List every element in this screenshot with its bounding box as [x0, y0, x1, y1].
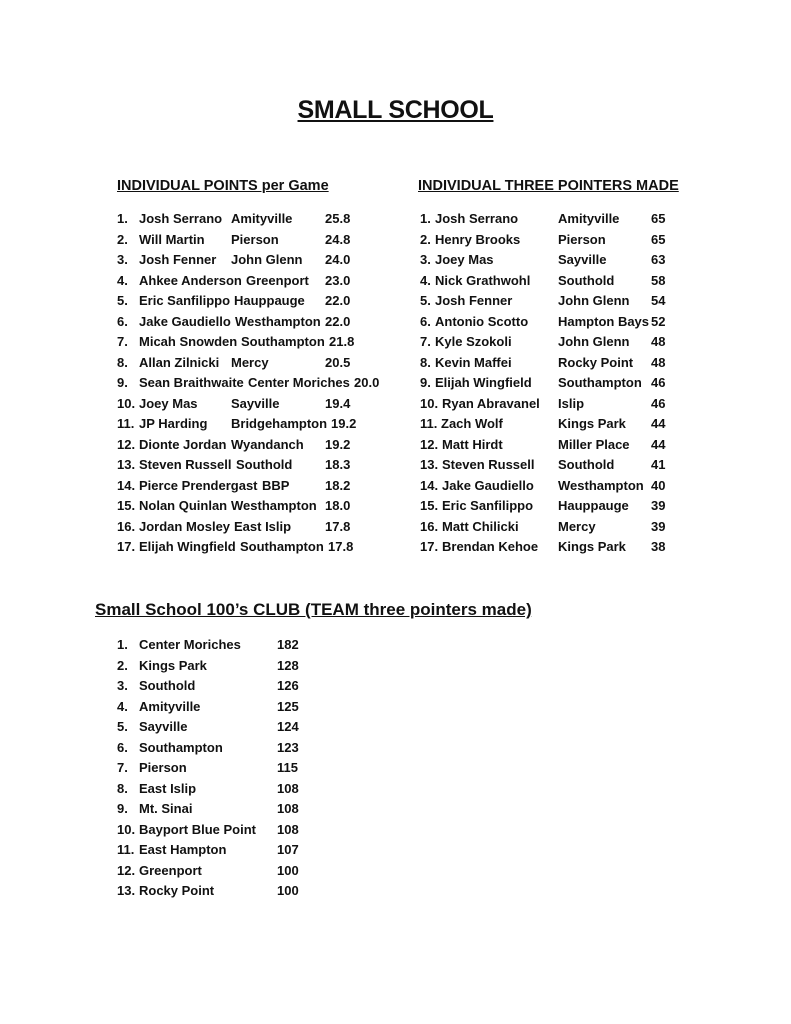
points-value: 20.0	[354, 375, 380, 390]
points-row	[117, 271, 407, 292]
rank: 11.	[420, 416, 438, 431]
school-name: Hauppauge	[234, 293, 305, 308]
rank: 2.	[117, 231, 128, 247]
school-name: Westhampton	[235, 313, 321, 329]
threes-value: 63	[651, 252, 666, 267]
rank: 3.	[117, 678, 128, 693]
threes-row	[420, 312, 690, 333]
rank: 9.	[117, 375, 128, 390]
threes-row	[420, 373, 690, 394]
rank: 3.	[117, 252, 128, 267]
school-name: Southold	[558, 272, 615, 288]
school-name: East Islip	[234, 518, 292, 534]
club-row	[117, 861, 317, 882]
rank: 7.	[117, 760, 128, 775]
points-value: 18.0	[325, 498, 351, 513]
rank: 14.	[117, 477, 136, 493]
team-name: Pierson	[139, 760, 187, 775]
player-name: Elijah Wingfield	[139, 539, 236, 554]
school-name: Southampton	[558, 375, 642, 390]
team-name: Center Moriches	[139, 637, 241, 652]
threes-total: 100	[277, 883, 299, 898]
club-row	[117, 799, 317, 820]
points-row	[117, 455, 407, 476]
threes-row	[420, 291, 690, 312]
threes-total: 124	[277, 719, 299, 734]
rank: 17.	[420, 539, 439, 554]
player-name: Josh Serrano	[139, 211, 223, 226]
rank: 16.	[420, 518, 439, 534]
threes-total: 108	[277, 821, 299, 837]
school-name: Kings Park	[558, 416, 626, 431]
club-row	[117, 656, 317, 677]
team-name: Sayville	[139, 719, 188, 734]
team-name: Southold	[139, 678, 196, 693]
school-name: John Glenn	[558, 293, 630, 308]
points-value: 18.3	[325, 457, 351, 472]
threes-row	[420, 414, 690, 435]
threes-value: 52	[651, 313, 666, 329]
team-name: Greenport	[139, 862, 202, 878]
player-name: Will Martin	[139, 231, 205, 247]
threes-row	[420, 353, 690, 374]
points-value: 24.0	[325, 252, 351, 267]
team-name: East Islip	[139, 780, 197, 796]
threes-row	[420, 250, 690, 271]
rank: 8.	[117, 780, 128, 796]
rank: 5.	[117, 719, 128, 734]
player-name: Nick Grathwohl	[435, 272, 531, 288]
rank: 13.	[420, 457, 439, 472]
rank: 10.	[117, 821, 136, 837]
points-row	[117, 209, 407, 230]
club-row	[117, 697, 317, 718]
rank: 9.	[117, 801, 128, 816]
school-name: Wyandanch	[231, 436, 304, 452]
threes-heading: INDIVIDUAL THREE POINTERS MADE	[418, 178, 679, 194]
threes-value: 38	[651, 539, 666, 554]
school-name: Amityville	[558, 211, 620, 226]
rank: 10.	[117, 395, 136, 411]
threes-value: 46	[651, 375, 666, 390]
club-row	[117, 635, 317, 656]
points-value: 17.8	[328, 539, 354, 554]
points-row	[117, 517, 407, 538]
club-row	[117, 758, 317, 779]
points-list	[117, 209, 407, 558]
player-name: Matt Hirdt	[442, 436, 503, 452]
school-name: Mercy	[558, 518, 596, 534]
rank: 7.	[420, 334, 431, 349]
player-name: Antonio Scotto	[435, 313, 529, 329]
player-name: Sean Braithwaite	[139, 375, 244, 390]
threes-total: 123	[277, 739, 299, 755]
points-row	[117, 476, 407, 497]
threes-value: 48	[651, 334, 666, 349]
school-name: Rocky Point	[558, 354, 634, 370]
player-name: Joey Mas	[139, 395, 198, 411]
points-row	[117, 312, 407, 333]
points-value: 20.5	[325, 354, 351, 370]
rank: 4.	[420, 272, 431, 288]
threes-value: 54	[651, 293, 666, 308]
school-name: Westhampton	[231, 498, 317, 513]
rank: 4.	[117, 272, 128, 288]
school-name: Mercy	[231, 354, 269, 370]
school-name: Islip	[558, 395, 585, 411]
rank: 16.	[117, 518, 136, 534]
rank: 2.	[420, 231, 431, 247]
points-row	[117, 394, 407, 415]
rank: 8.	[117, 354, 128, 370]
club-row	[117, 717, 317, 738]
player-name: Elijah Wingfield	[435, 375, 532, 390]
points-value: 21.8	[329, 334, 355, 349]
points-row	[117, 373, 407, 394]
rank: 10.	[420, 395, 439, 411]
threes-row	[420, 496, 690, 517]
team-name: Mt. Sinai	[139, 801, 193, 816]
threes-value: 39	[651, 498, 666, 513]
player-name: Josh Fenner	[435, 293, 513, 308]
threes-row	[420, 517, 690, 538]
rank: 13.	[117, 457, 136, 472]
rank: 15.	[117, 498, 136, 513]
rank: 2.	[117, 657, 128, 673]
points-row	[117, 435, 407, 456]
school-name: Center Moriches	[248, 375, 350, 390]
rank: 11.	[117, 416, 135, 431]
threes-row	[420, 455, 690, 476]
threes-value: 65	[651, 211, 666, 226]
school-name: Southampton	[241, 334, 325, 349]
points-heading: INDIVIDUAL POINTS per Game	[117, 178, 329, 194]
threes-row	[420, 537, 690, 558]
player-name: Eric Sanfilippo	[442, 498, 534, 513]
player-name: Henry Brooks	[435, 231, 521, 247]
club-heading: Small School 100’s CLUB (TEAM three pointers made)	[95, 600, 532, 619]
rank: 1.	[117, 637, 128, 652]
club-list	[117, 635, 317, 902]
team-name: East Hampton	[139, 842, 227, 857]
school-name: Kings Park	[558, 539, 626, 554]
threes-value: 44	[651, 436, 666, 452]
points-row	[117, 250, 407, 271]
points-value: 17.8	[325, 518, 351, 534]
player-name: Pierce Prendergast	[139, 477, 258, 493]
team-name: Bayport Blue Point	[139, 821, 257, 837]
player-name: Jake Gaudiello	[442, 477, 534, 493]
rank: 12.	[117, 862, 136, 878]
player-name: JP Harding	[139, 416, 208, 431]
player-name: Allan Zilnicki	[139, 354, 220, 370]
club-row	[117, 779, 317, 800]
rank: 3.	[420, 252, 431, 267]
school-name: Sayville	[231, 395, 280, 411]
threes-value: 65	[651, 231, 666, 247]
school-name: Southold	[558, 457, 615, 472]
points-value: 19.4	[325, 395, 351, 411]
threes-value: 58	[651, 272, 666, 288]
school-name: Pierson	[558, 231, 606, 247]
player-name: Steven Russell	[442, 457, 535, 472]
player-name: Ryan Abravanel	[442, 395, 540, 411]
points-value: 18.2	[325, 477, 351, 493]
rank: 12.	[117, 436, 136, 452]
school-name: John Glenn	[558, 334, 630, 349]
points-row	[117, 332, 407, 353]
school-name: John Glenn	[231, 252, 303, 267]
school-name: Westhampton	[558, 477, 644, 493]
club-row	[117, 738, 317, 759]
threes-row	[420, 230, 690, 251]
threes-list	[420, 209, 690, 558]
school-name: Pierson	[231, 231, 279, 247]
club-row	[117, 881, 317, 902]
threes-total: 108	[277, 801, 299, 816]
threes-total: 107	[277, 842, 299, 857]
threes-total: 108	[277, 780, 299, 796]
player-name: Brendan Kehoe	[442, 539, 539, 554]
threes-value: 39	[651, 518, 666, 534]
threes-total: 100	[277, 862, 299, 878]
threes-row	[420, 332, 690, 353]
threes-row	[420, 476, 690, 497]
points-value: 19.2	[331, 416, 357, 431]
player-name: Ahkee Anderson	[139, 272, 242, 288]
points-value: 24.8	[325, 231, 351, 247]
player-name: Kevin Maffei	[435, 354, 512, 370]
threes-row	[420, 435, 690, 456]
rank: 12.	[420, 436, 439, 452]
points-row	[117, 230, 407, 251]
player-name: Matt Chilicki	[442, 518, 519, 534]
player-name: Joey Mas	[435, 252, 494, 267]
rank: 6.	[117, 313, 128, 329]
points-value: 19.2	[325, 436, 351, 452]
team-name: Amityville	[139, 698, 201, 714]
club-row	[117, 676, 317, 697]
player-name: Kyle Szokoli	[435, 334, 512, 349]
school-name: Amityville	[231, 211, 293, 226]
rank: 11.	[117, 842, 135, 857]
threes-value: 46	[651, 395, 666, 411]
points-row	[117, 496, 407, 517]
threes-total: 182	[277, 637, 299, 652]
player-name: Steven Russell	[139, 457, 232, 472]
rank: 15.	[420, 498, 439, 513]
team-name: Rocky Point	[139, 883, 215, 898]
points-value: 22.0	[325, 313, 351, 329]
school-name: Hampton Bays	[558, 313, 650, 329]
school-name: Greenport	[246, 272, 309, 288]
player-name: Nolan Quinlan	[139, 498, 228, 513]
rank: 6.	[420, 313, 431, 329]
threes-value: 40	[651, 477, 666, 493]
team-name: Southampton	[139, 739, 223, 755]
club-row	[117, 820, 317, 841]
club-row	[117, 840, 317, 861]
points-row	[117, 291, 407, 312]
threes-total: 128	[277, 657, 299, 673]
school-name: Miller Place	[558, 436, 630, 452]
school-name: Bridgehampton	[231, 416, 328, 431]
rank: 9.	[420, 375, 431, 390]
player-name: Eric Sanfilippo	[139, 293, 231, 308]
threes-value: 44	[651, 416, 666, 431]
points-row	[117, 353, 407, 374]
rank: 6.	[117, 739, 128, 755]
rank: 1.	[420, 211, 431, 226]
rank: 13.	[117, 883, 136, 898]
rank: 4.	[117, 698, 128, 714]
threes-total: 125	[277, 698, 299, 714]
player-name: Zach Wolf	[441, 416, 503, 431]
threes-row	[420, 209, 690, 230]
points-value: 23.0	[325, 272, 351, 288]
rank: 8.	[420, 354, 431, 370]
school-name: Sayville	[558, 252, 607, 267]
school-name: Hauppauge	[558, 498, 629, 513]
player-name: Josh Fenner	[139, 252, 217, 267]
rank: 14.	[420, 477, 439, 493]
threes-total: 115	[277, 760, 298, 775]
player-name: Dionte Jordan	[139, 436, 227, 452]
rank: 17.	[117, 539, 136, 554]
player-name: Jordan Mosley	[139, 518, 231, 534]
threes-row	[420, 271, 690, 292]
rank: 7.	[117, 334, 128, 349]
rank: 1.	[117, 211, 128, 226]
team-name: Kings Park	[139, 657, 207, 673]
rank: 5.	[117, 293, 128, 308]
points-value: 22.0	[325, 293, 351, 308]
points-value: 25.8	[325, 211, 351, 226]
player-name: Jake Gaudiello	[139, 313, 231, 329]
player-name: Micah Snowden	[139, 334, 238, 349]
school-name: BBP	[262, 477, 290, 493]
threes-row	[420, 394, 690, 415]
points-row	[117, 537, 407, 558]
threes-value: 41	[651, 457, 666, 472]
rank: 5.	[420, 293, 431, 308]
school-name: Southampton	[240, 539, 324, 554]
threes-value: 48	[651, 354, 666, 370]
threes-total: 126	[277, 678, 299, 693]
school-name: Southold	[236, 457, 293, 472]
player-name: Josh Serrano	[435, 211, 519, 226]
page-title: SMALL SCHOOL	[297, 96, 494, 124]
points-row	[117, 414, 407, 435]
